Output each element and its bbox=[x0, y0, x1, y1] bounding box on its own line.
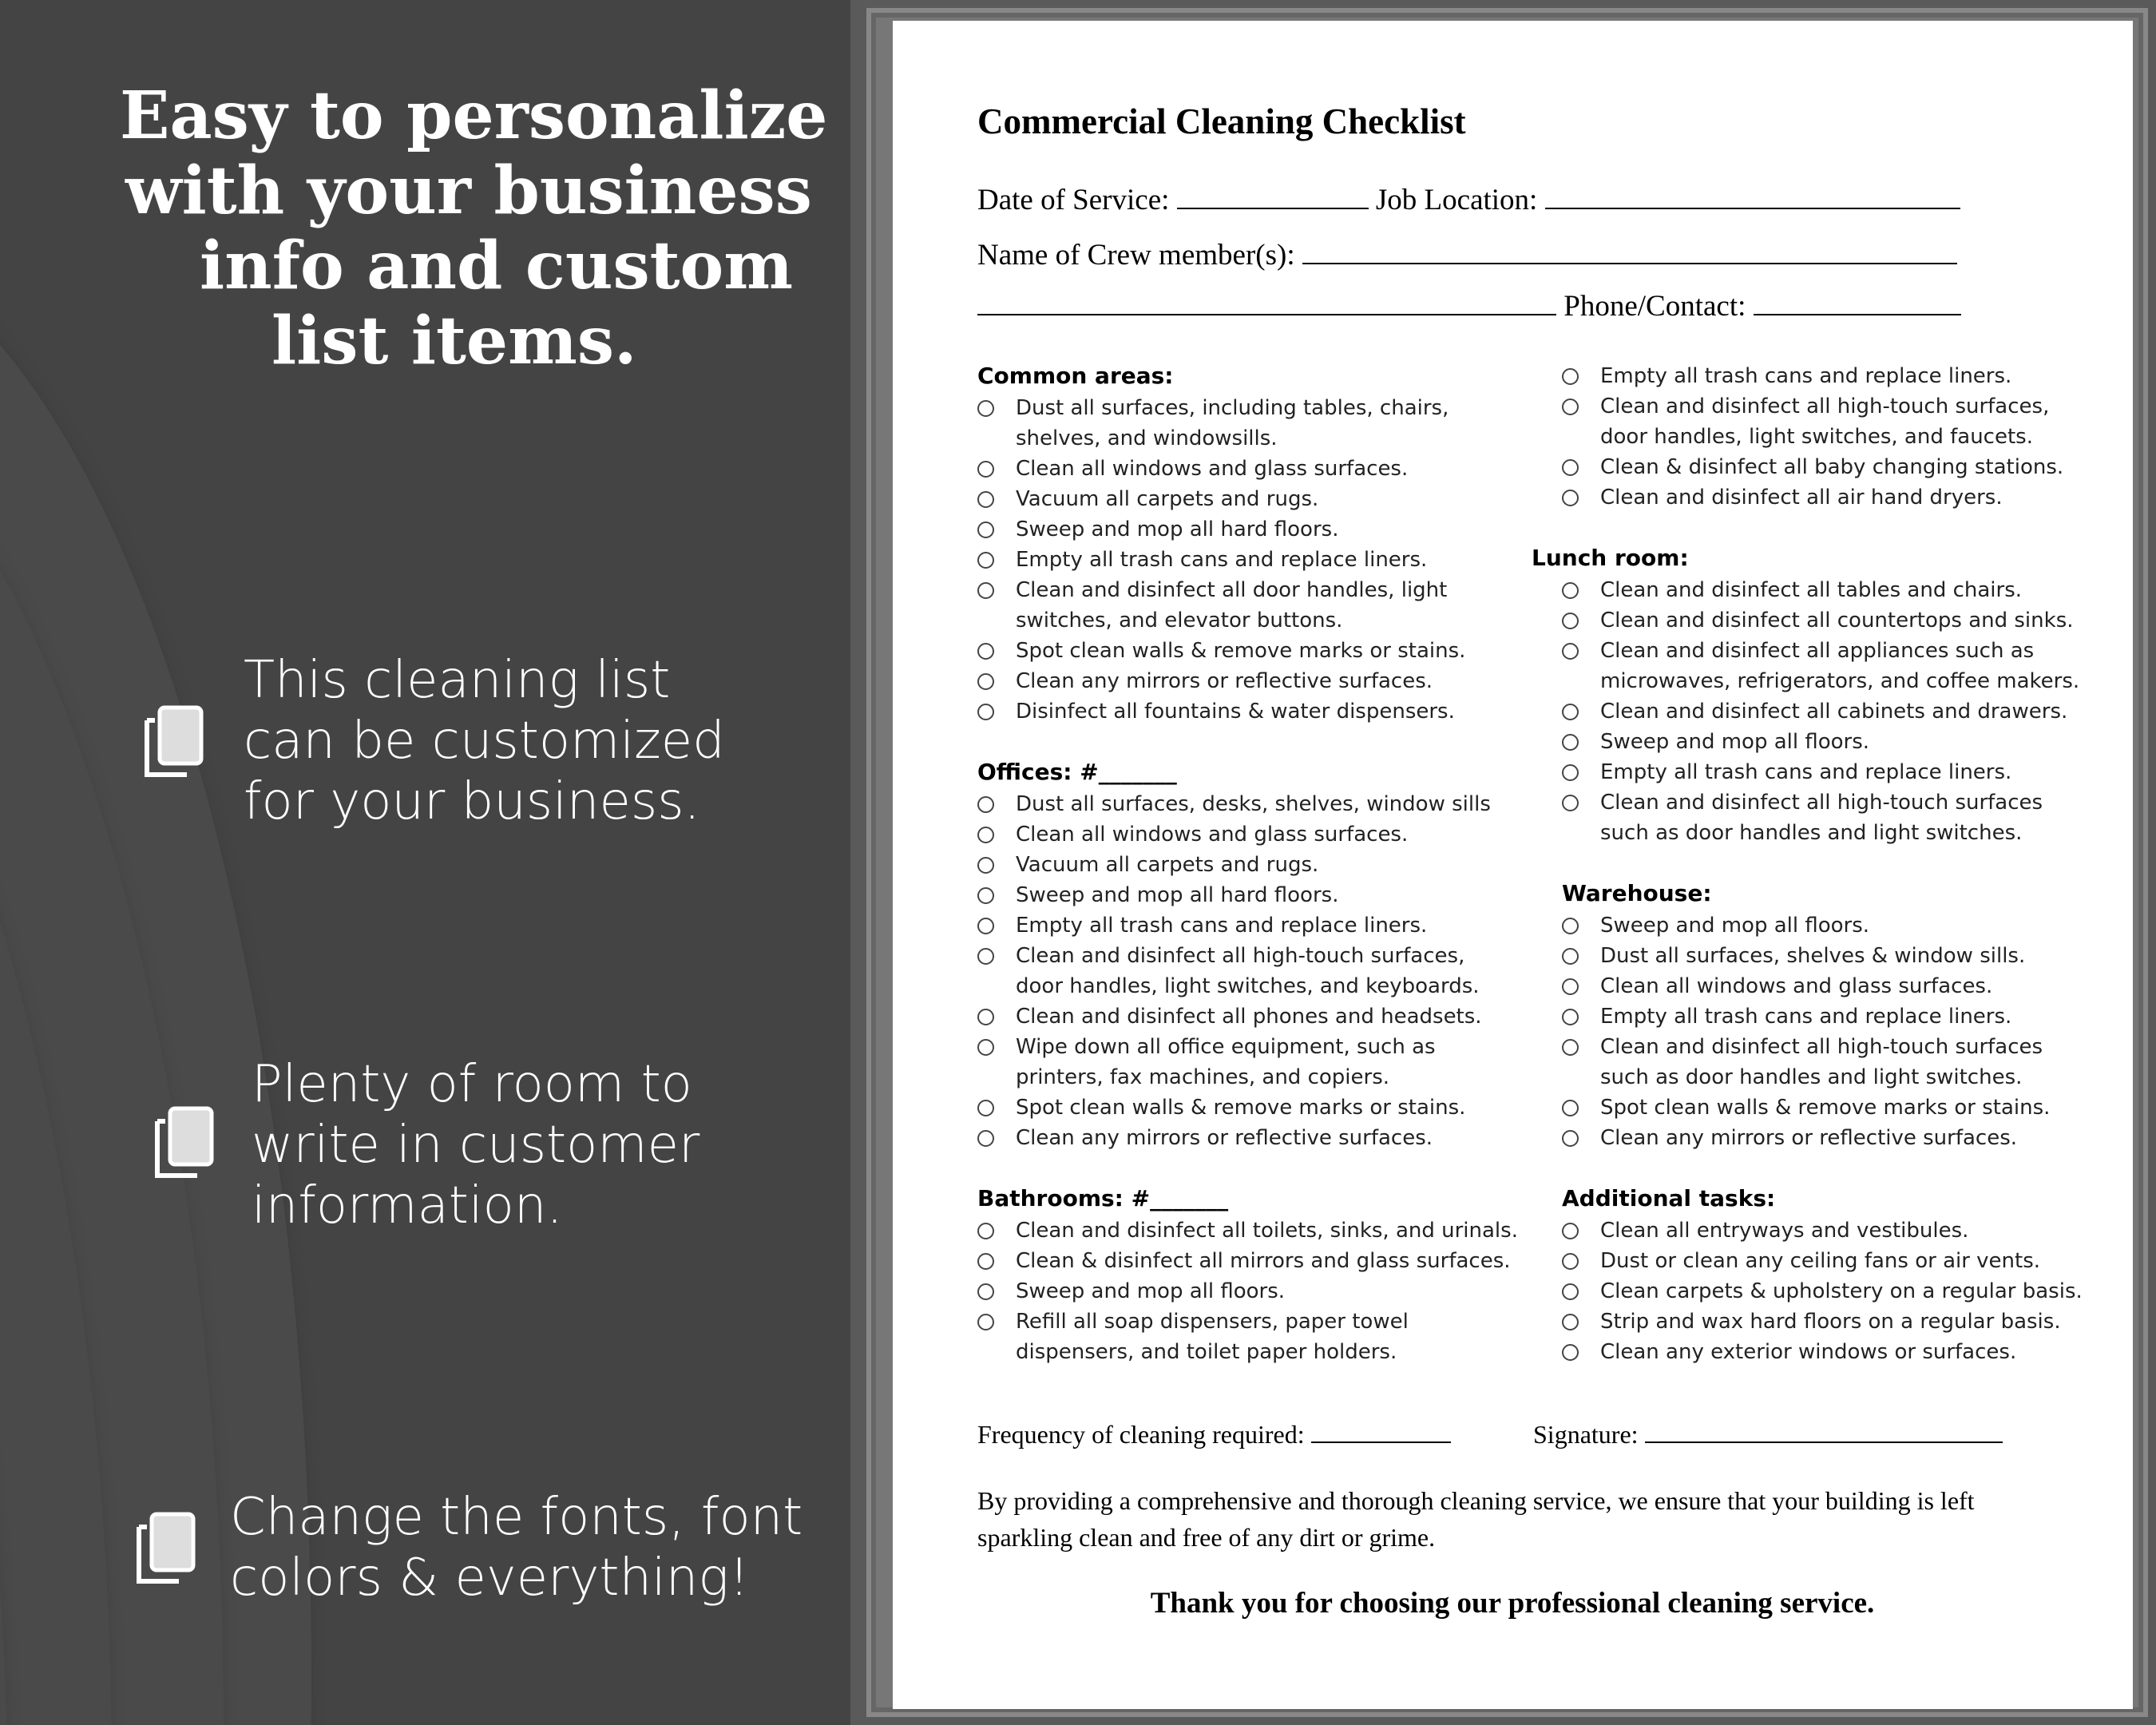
checklist-item-text: Clean and disinfect all toilets, sinks, and urinals. bbox=[1016, 1219, 1518, 1243]
checklist-item-text: Spot clean walls & remove marks or stains. bbox=[1016, 1096, 1466, 1120]
checklist-item-text: Clean any mirrors or reflective surfaces. bbox=[1016, 1126, 1433, 1150]
checklist-item[interactable] bbox=[977, 1032, 1520, 1092]
checklist-item-text: Dust or clean any ceiling fans or air vents. bbox=[1600, 1249, 2041, 1273]
checkbox-circle-icon[interactable] bbox=[1562, 704, 1579, 720]
checklist-item[interactable] bbox=[977, 941, 1520, 1001]
date-field[interactable] bbox=[1177, 184, 1369, 209]
date-label: Date of Service: bbox=[977, 184, 1170, 216]
checkbox-circle-icon[interactable] bbox=[977, 643, 994, 660]
checklist-item[interactable] bbox=[1562, 1246, 2106, 1276]
checkbox-circle-icon[interactable] bbox=[977, 1253, 994, 1270]
checklist-item-text: Clean any exterior windows or surfaces. bbox=[1600, 1340, 2017, 1364]
checklist-item[interactable] bbox=[1562, 452, 2106, 482]
checklist-item-text: Clean and disinfect all high-touch surfaces bbox=[1600, 791, 2043, 815]
checklist-item[interactable] bbox=[977, 789, 1520, 819]
signature-label: Signature: bbox=[1533, 1420, 1639, 1449]
checklist-item[interactable] bbox=[977, 696, 1520, 727]
section-heading: Lunch room: bbox=[1532, 545, 1689, 571]
checklist-item[interactable] bbox=[977, 545, 1520, 575]
checklist-item[interactable] bbox=[977, 575, 1520, 636]
checkbox-circle-icon[interactable] bbox=[1562, 1223, 1579, 1239]
section-heading: Common areas: bbox=[977, 363, 1174, 389]
checkbox-circle-icon[interactable] bbox=[1562, 734, 1579, 751]
checkbox-circle-icon[interactable] bbox=[977, 857, 994, 874]
checklist-item[interactable] bbox=[977, 514, 1520, 545]
checklist-item-text: dispensers, and toilet paper holders. bbox=[1016, 1340, 1397, 1364]
checklist-item-text: Dust all surfaces, shelves & window sills. bbox=[1600, 944, 2026, 968]
checkbox-circle-icon[interactable] bbox=[1562, 1344, 1579, 1361]
checkbox-circle-icon[interactable] bbox=[1562, 1039, 1579, 1056]
location-label: Job Location: bbox=[1375, 184, 1538, 216]
checklist-item[interactable] bbox=[977, 454, 1520, 484]
feature-line: for your business. bbox=[244, 772, 700, 831]
checklist-item[interactable] bbox=[1562, 1123, 2106, 1153]
checklist-item-text: Clean and disinfect all appliances such as bbox=[1600, 639, 2035, 663]
checklist-item-text: Sweep and mop all hard floors. bbox=[1016, 518, 1339, 541]
phone-label: Phone/Contact: bbox=[1563, 290, 1746, 323]
checklist-item-text: printers, fax machines, and copiers. bbox=[1016, 1065, 1389, 1089]
checkbox-circle-icon[interactable] bbox=[1562, 490, 1579, 506]
checklist-item-text: Clean all windows and glass surfaces. bbox=[1600, 974, 1993, 998]
feature-customizable bbox=[244, 650, 725, 832]
checklist-item-text: Clean and disinfect all cabinets and drawers. bbox=[1600, 700, 2068, 724]
checklist-item-text: Sweep and mop all floors. bbox=[1016, 1279, 1286, 1303]
checkbox-circle-icon[interactable] bbox=[977, 1009, 994, 1025]
checklist-item[interactable] bbox=[977, 393, 1520, 454]
checkbox-circle-icon[interactable] bbox=[1562, 368, 1579, 385]
checklist-item[interactable] bbox=[977, 1001, 1520, 1032]
section-heading: Additional tasks: bbox=[1562, 1185, 1776, 1211]
checkbox-circle-icon[interactable] bbox=[977, 704, 994, 720]
feature-line: Plenty of room to bbox=[252, 1055, 692, 1114]
checklist-item-text: Vacuum all carpets and rugs. bbox=[1016, 487, 1319, 511]
checkbox-circle-icon[interactable] bbox=[977, 1130, 994, 1147]
checklist-item-text: Clean any mirrors or reflective surfaces. bbox=[1600, 1126, 2018, 1150]
checklist-item[interactable] bbox=[1562, 787, 2106, 848]
checklist-item-text: Vacuum all carpets and rugs. bbox=[1016, 853, 1319, 877]
checkbox-circle-icon[interactable] bbox=[977, 1100, 994, 1116]
location-field[interactable] bbox=[1545, 184, 1960, 209]
checklist-item-text: Sweep and mop all hard floors. bbox=[1016, 883, 1339, 907]
checklist-item-text: Clean all windows and glass surfaces. bbox=[1016, 457, 1409, 481]
checklist-item[interactable] bbox=[1562, 1001, 2106, 1032]
checklist-item[interactable] bbox=[977, 819, 1520, 850]
checkbox-circle-icon[interactable] bbox=[977, 948, 994, 965]
checklist-item-text: Dust all surfaces, including tables, chairs, bbox=[1016, 396, 1449, 420]
promo-panel bbox=[0, 0, 850, 1725]
page-title: Commercial Cleaning Checklist bbox=[977, 101, 1466, 141]
section-heading: Warehouse: bbox=[1562, 880, 1712, 906]
headline-line: info and custom bbox=[200, 228, 793, 304]
checklist-item-text: switches, and elevator buttons. bbox=[1016, 609, 1343, 632]
document-copy-icon bbox=[129, 1509, 201, 1589]
frequency-row bbox=[977, 1420, 1451, 1449]
checkbox-circle-icon[interactable] bbox=[1562, 1100, 1579, 1116]
checklist-item-text: microwaves, refrigerators, and coffee makers. bbox=[1600, 669, 2080, 693]
checklist-item-text: Clean carpets & upholstery on a regular basis. bbox=[1600, 1279, 2083, 1303]
checklist-item-text: Clean and disinfect all phones and headsets. bbox=[1016, 1005, 1482, 1029]
checklist-item-text: Empty all trash cans and replace liners. bbox=[1600, 1005, 2012, 1029]
checkbox-circle-icon[interactable] bbox=[1562, 613, 1579, 629]
checklist-item[interactable] bbox=[977, 636, 1520, 666]
checkbox-circle-icon[interactable] bbox=[1562, 582, 1579, 599]
checkbox-circle-icon[interactable] bbox=[977, 552, 994, 569]
checkbox-circle-icon[interactable] bbox=[1562, 795, 1579, 811]
checkbox-circle-icon[interactable] bbox=[977, 1039, 994, 1056]
frequency-label: Frequency of cleaning required: bbox=[977, 1420, 1305, 1449]
checklist-item[interactable] bbox=[1562, 1307, 2106, 1337]
checklist-item[interactable] bbox=[977, 1215, 1520, 1246]
checklist-item[interactable] bbox=[1562, 757, 2106, 787]
headline-line: with your business bbox=[125, 153, 812, 229]
checkbox-circle-icon[interactable] bbox=[1562, 399, 1579, 415]
document-copy-icon bbox=[137, 703, 209, 783]
checklist-item[interactable] bbox=[1562, 1032, 2106, 1092]
checklist-item-text: Sweep and mop all floors. bbox=[1600, 730, 1870, 754]
checkbox-circle-icon[interactable] bbox=[977, 491, 994, 508]
checklist-item[interactable] bbox=[977, 910, 1520, 941]
checklist-item-text: Empty all trash cans and replace liners. bbox=[1600, 364, 2012, 388]
feature-line: colors & everything! bbox=[230, 1549, 750, 1608]
checkbox-circle-icon[interactable] bbox=[1562, 459, 1579, 476]
feature-line: This cleaning list bbox=[244, 651, 671, 710]
checkbox-circle-icon[interactable] bbox=[1562, 1130, 1579, 1147]
headline-line: list items. bbox=[271, 303, 637, 379]
checklist-item[interactable] bbox=[1562, 361, 2106, 391]
checklist-item-text: Clean and disinfect all high-touch surfaces bbox=[1600, 1035, 2043, 1059]
feature-change-fonts bbox=[230, 1487, 803, 1608]
checklist-item[interactable] bbox=[1562, 575, 2106, 605]
checkbox-circle-icon[interactable] bbox=[1562, 1009, 1579, 1025]
checklist-item-text: Clean and disinfect all high-touch surfaces, bbox=[1016, 944, 1465, 968]
checklist-item-text: Empty all trash cans and replace liners. bbox=[1600, 760, 2012, 784]
checkbox-circle-icon[interactable] bbox=[977, 1314, 994, 1330]
crew-field-continued[interactable] bbox=[977, 290, 1556, 315]
checklist-item-text: Spot clean walls & remove marks or stains. bbox=[1016, 639, 1466, 663]
closing-paragraph: By providing a comprehensive and thorough cleaning service, we ensure that your building is left sparkling clean and free of any dirt or grime. bbox=[977, 1486, 1975, 1552]
checklist-item-text: door handles, light switches, and keyboards. bbox=[1016, 974, 1480, 998]
checkbox-circle-icon[interactable] bbox=[977, 796, 994, 813]
checklist-item-text: Clean and disinfect all countertops and sinks. bbox=[1600, 609, 2074, 632]
checklist-item[interactable] bbox=[1562, 941, 2106, 971]
checkbox-circle-icon[interactable] bbox=[977, 1283, 994, 1300]
checklist-column-right bbox=[1532, 361, 2106, 1367]
checklist-column-left bbox=[977, 361, 1520, 1367]
thank-you-note: Thank you for choosing our professional cleaning service. bbox=[1150, 1587, 1875, 1620]
checkbox-circle-icon[interactable] bbox=[977, 887, 994, 904]
section-heading: Offices: #_______ bbox=[977, 759, 1177, 785]
checklist-item-text: Clean any mirrors or reflective surfaces. bbox=[1016, 669, 1433, 693]
frequency-field[interactable] bbox=[1311, 1421, 1451, 1443]
checklist-item[interactable] bbox=[1562, 910, 2106, 941]
checklist-item[interactable] bbox=[977, 1123, 1520, 1153]
checklist-item-text: Refill all soap dispensers, paper towel bbox=[1016, 1310, 1409, 1334]
checklist-item-text: Clean all entryways and vestibules. bbox=[1600, 1219, 1969, 1243]
checklist-item-text: door handles, light switches, and faucets. bbox=[1600, 425, 2033, 449]
checklist-item-text: Sweep and mop all floors. bbox=[1600, 914, 1870, 938]
checklist-item-text: Empty all trash cans and replace liners. bbox=[1016, 914, 1428, 938]
crew-row bbox=[977, 238, 1957, 272]
checklist-item[interactable] bbox=[977, 1276, 1520, 1307]
headline-line: Easy to personalize bbox=[120, 77, 828, 154]
checkbox-circle-icon[interactable] bbox=[977, 1223, 994, 1239]
checklist-item[interactable] bbox=[977, 1092, 1520, 1123]
crew-label: Name of Crew member(s): bbox=[977, 239, 1295, 272]
checkbox-circle-icon[interactable] bbox=[977, 400, 994, 417]
checklist-item[interactable] bbox=[1562, 1337, 2106, 1367]
checklist-item-text: Disinfect all fountains & water dispensers. bbox=[1016, 700, 1455, 724]
checkbox-circle-icon[interactable] bbox=[977, 582, 994, 599]
date-location-row bbox=[977, 183, 1960, 217]
checklist-item[interactable] bbox=[1562, 1215, 2106, 1246]
checklist-item-text: Clean and disinfect all high-touch surfaces, bbox=[1600, 395, 2050, 418]
checklist-item[interactable] bbox=[1562, 696, 2106, 727]
checklist-item-text: Clean and disinfect all air hand dryers. bbox=[1600, 486, 2003, 510]
checklist-item[interactable] bbox=[1562, 605, 2106, 636]
checkbox-circle-icon[interactable] bbox=[977, 673, 994, 690]
checkbox-circle-icon[interactable] bbox=[977, 521, 994, 538]
feature-line: can be customized bbox=[244, 712, 725, 771]
section-heading: Bathrooms: #_______ bbox=[977, 1185, 1229, 1211]
checklist-item-text: Spot clean walls & remove marks or stains. bbox=[1600, 1096, 2051, 1120]
checklist-item[interactable] bbox=[1562, 391, 2106, 452]
checkbox-circle-icon[interactable] bbox=[1562, 918, 1579, 934]
checkbox-circle-icon[interactable] bbox=[1562, 948, 1579, 965]
checklist-item-text: Clean and disinfect all tables and chairs. bbox=[1600, 578, 2023, 602]
checklist-item[interactable] bbox=[1562, 1092, 2106, 1123]
checkbox-circle-icon[interactable] bbox=[977, 827, 994, 843]
signature-row bbox=[1533, 1420, 2003, 1449]
checkbox-circle-icon[interactable] bbox=[1562, 1314, 1579, 1330]
checkbox-circle-icon[interactable] bbox=[1562, 1283, 1579, 1300]
checklist-item[interactable] bbox=[1562, 482, 2106, 513]
checklist-item[interactable] bbox=[977, 850, 1520, 880]
checklist-item-text: Clean & disinfect all baby changing stations. bbox=[1600, 455, 2064, 479]
phone-row bbox=[977, 289, 1961, 323]
checklist-item-text: Clean and disinfect all door handles, light bbox=[1016, 578, 1448, 602]
checklist-item[interactable] bbox=[977, 1246, 1520, 1276]
checklist-item[interactable] bbox=[977, 1307, 1520, 1367]
checklist-item[interactable] bbox=[1562, 636, 2106, 696]
checklist-item[interactable] bbox=[977, 484, 1520, 514]
document-copy-icon bbox=[148, 1104, 220, 1184]
signature-field[interactable] bbox=[1645, 1421, 2003, 1443]
checklist-item-text: such as door handles and light switches. bbox=[1600, 1065, 2023, 1089]
checkbox-circle-icon[interactable] bbox=[1562, 643, 1579, 660]
checklist-item[interactable] bbox=[1562, 971, 2106, 1001]
checkbox-circle-icon[interactable] bbox=[1562, 764, 1579, 781]
checklist-item[interactable] bbox=[1562, 727, 2106, 757]
checklist-item-text: Clean all windows and glass surfaces. bbox=[1016, 823, 1409, 847]
checklist-item[interactable] bbox=[977, 666, 1520, 696]
feature-line: information. bbox=[252, 1176, 563, 1235]
checklist-item-text: shelves, and windowsills. bbox=[1016, 426, 1278, 450]
checkbox-circle-icon[interactable] bbox=[1562, 1253, 1579, 1270]
phone-field[interactable] bbox=[1754, 290, 1961, 315]
checklist-item-text: such as door handles and light switches. bbox=[1600, 821, 2023, 845]
feature-room-to-write bbox=[252, 1054, 700, 1236]
checkbox-circle-icon[interactable] bbox=[977, 918, 994, 934]
checklist-item-text: Strip and wax hard floors on a regular basis. bbox=[1600, 1310, 2061, 1334]
checkbox-circle-icon[interactable] bbox=[1562, 978, 1579, 995]
checklist-item[interactable] bbox=[977, 880, 1520, 910]
checklist-item-text: Empty all trash cans and replace liners. bbox=[1016, 548, 1428, 572]
checkbox-circle-icon[interactable] bbox=[977, 461, 994, 478]
checklist-item-text: Wipe down all office equipment, such as bbox=[1016, 1035, 1436, 1059]
checklist-item[interactable] bbox=[1562, 1276, 2106, 1307]
checklist-item-text: Dust all surfaces, desks, shelves, window sills bbox=[1016, 792, 1491, 816]
feature-line: Change the fonts, font bbox=[230, 1488, 803, 1547]
checklist-page bbox=[893, 21, 2133, 1709]
checklist-item-text: Clean & disinfect all mirrors and glass surfaces. bbox=[1016, 1249, 1511, 1273]
crew-field[interactable] bbox=[1302, 239, 1957, 264]
feature-line: write in customer bbox=[252, 1116, 700, 1175]
promo-headline bbox=[76, 77, 828, 379]
